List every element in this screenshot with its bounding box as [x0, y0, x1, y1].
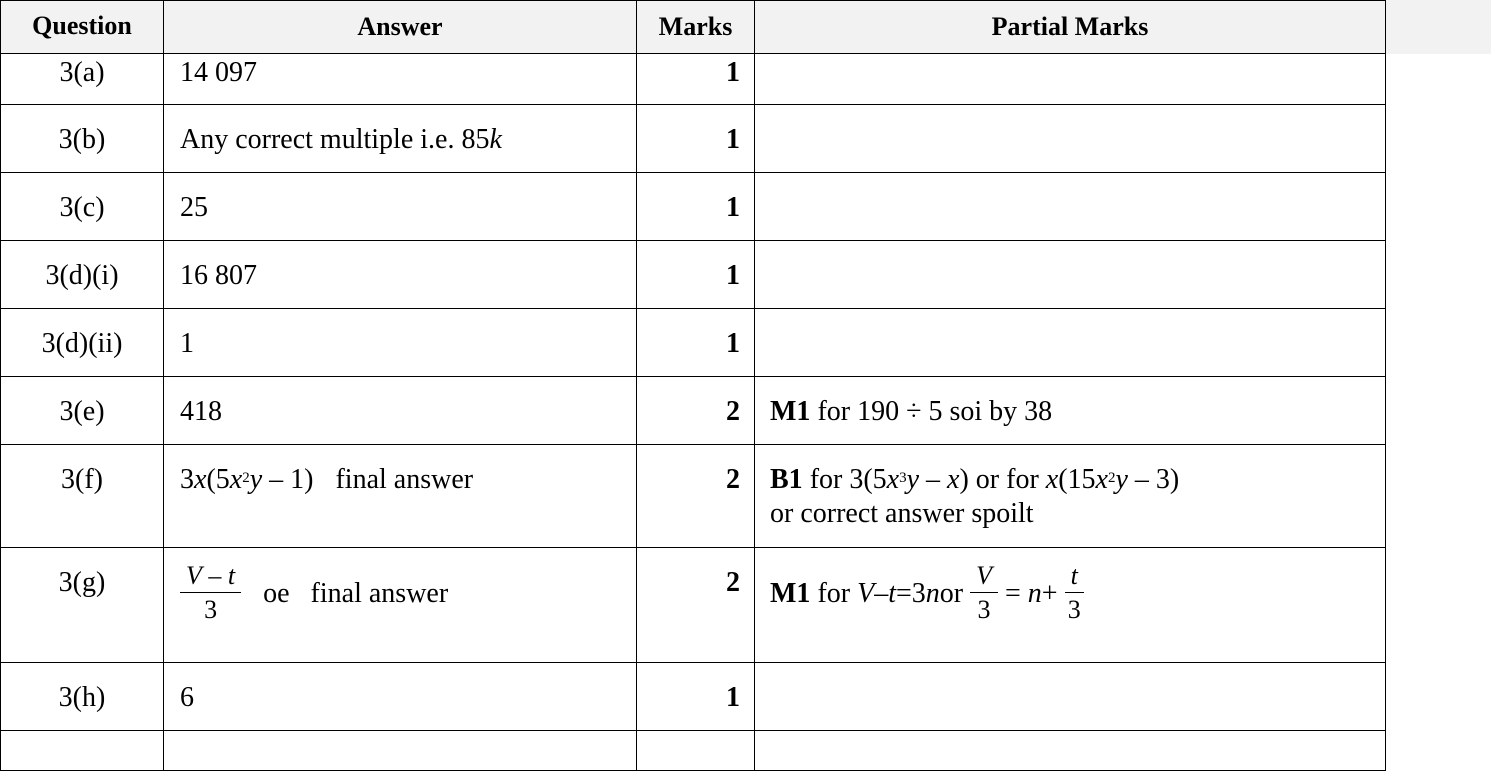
- question-cell: 3(d)(i): [1, 241, 164, 309]
- answer-cell: 1: [164, 309, 637, 377]
- table-row: [1, 663, 1386, 731]
- marks-cell: 2: [637, 445, 755, 548]
- table-row: [1, 445, 1386, 548]
- question-cell: 3(e): [1, 377, 164, 445]
- partial-marks-cell: [755, 241, 1386, 309]
- header-background-extension: [1384, 0, 1491, 54]
- table-row: [1, 241, 1386, 309]
- question-cell: 3(h): [1, 663, 164, 731]
- partial-marks-cell: M1 for 190 ÷ 5 soi by 38: [755, 377, 1386, 445]
- partial-marks-cell: [755, 663, 1386, 731]
- table-row: [1, 105, 1386, 173]
- partial-marks-cell: [755, 173, 1386, 241]
- partial-marks-cell: [755, 309, 1386, 377]
- marks-cell: 2: [637, 548, 755, 663]
- partial-marks-cell: M1 for V – t =3 n or $\frac{V}{3}$ = n + $\frac{t}{3}$: [755, 548, 1386, 663]
- answer-cell: 16 807: [164, 241, 637, 309]
- answer-header: Answer: [164, 1, 637, 54]
- marks-cell: 1: [637, 54, 755, 105]
- partial-marks-cell: B1 for $3(5x^3y - x)$ or for $x(15x^2y - 3)$ or correct answer spoilt: [755, 445, 1386, 548]
- answer-cell: [164, 731, 637, 771]
- marks-cell: 2: [637, 377, 755, 445]
- answer-cell: $3x(5x^2y - 1)$ final answer: [164, 445, 637, 548]
- answer-cell: 6: [164, 663, 637, 731]
- question-cell: [1, 731, 164, 771]
- answer-cell: 418: [164, 377, 637, 445]
- marks-cell: 1: [637, 241, 755, 309]
- question-cell: 3(b): [1, 105, 164, 173]
- fraction: $\frac{V - t}{3}$: [180, 560, 241, 627]
- table-row: [1, 54, 1386, 105]
- question-cell: 3(c): [1, 173, 164, 241]
- partial-marks-cell: [755, 105, 1386, 173]
- table-row: [1, 548, 1386, 663]
- marks-header: Marks: [637, 1, 755, 54]
- marks-cell: 1: [637, 105, 755, 173]
- marks-cell: 1: [637, 309, 755, 377]
- marks-cell: 1: [637, 663, 755, 731]
- table-row: [1, 377, 1386, 445]
- question-cell: 3(f): [1, 445, 164, 548]
- answer-cell: 14 097: [164, 54, 637, 105]
- question-cell: 3(a): [1, 54, 164, 105]
- header-row: [1, 1, 1386, 54]
- answer-cell: Any correct multiple i.e. 85k: [164, 105, 637, 173]
- partial-marks-cell: [755, 731, 1386, 771]
- table-row: [1, 173, 1386, 241]
- marks-cell: 1: [637, 173, 755, 241]
- question-cell: 3(g): [1, 548, 164, 663]
- marks-cell: [637, 731, 755, 771]
- question-header: Question: [1, 1, 164, 54]
- table-row: [1, 731, 1386, 771]
- question-cell: 3(d)(ii): [1, 309, 164, 377]
- partial-marks-header: Partial Marks: [755, 1, 1386, 54]
- answer-cell: 25: [164, 173, 637, 241]
- table-row: [1, 309, 1386, 377]
- partial-marks-cell: [755, 54, 1386, 105]
- answer-cell: $\frac{V - t}{3}$ oe final answer: [164, 548, 637, 663]
